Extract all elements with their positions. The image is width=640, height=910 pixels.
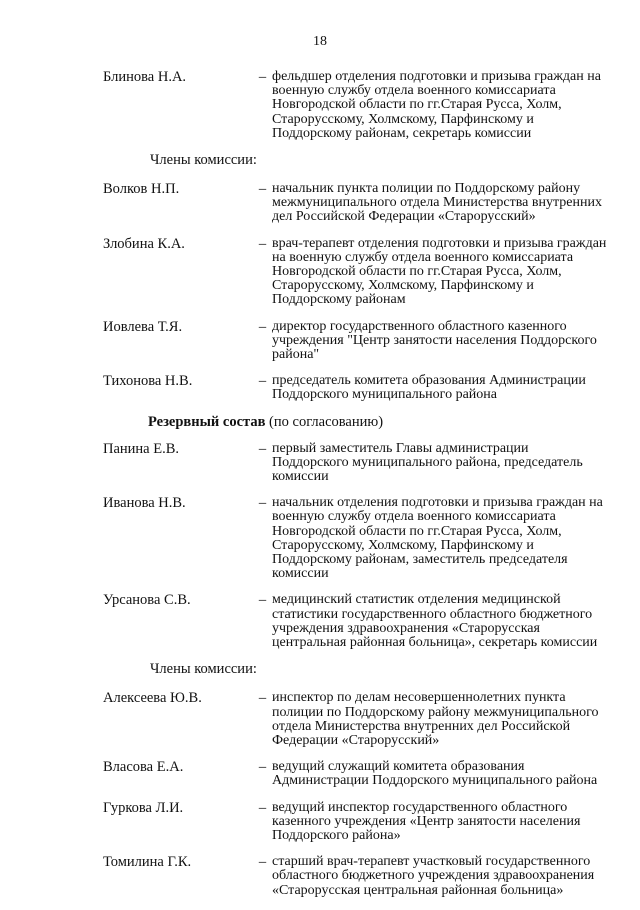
page-number: 18 [313,34,327,49]
dash: – [258,235,267,252]
list-item [0,593,640,650]
person-name: Алексеева Ю.В. [103,690,202,707]
person-name: Власова Е.А. [103,759,184,776]
dash: – [258,854,267,871]
person-role: ведущий инспектор государственного областного казенного учреждения «Центр занятости населения Поддорского района» [272,799,581,843]
dash: – [258,373,267,390]
list-item [0,855,640,898]
person-role: медицинский статистик отделения медицинской статистики государственного областного бюджетного учреждения здравоохранения «Старорусская центральная районная больница», секретарь комиссии [272,592,598,651]
members-label: Члены комиссии: [150,152,257,169]
dash: – [258,495,267,512]
person-role: начальник пункта полиции по Поддорскому району межмуниципального отдела Министерства внутренних дел Российской Федерации «Старорусский» [272,181,602,225]
list-item [0,320,640,363]
members-list [0,691,640,897]
person-name: Блинова Н.А. [103,69,187,85]
person-name: Урсанова С.В. [103,592,191,609]
reserve-list [0,442,640,651]
person-name: Гуркова Л.И. [103,799,184,816]
reserve-heading [0,415,640,430]
document-body [0,70,640,910]
person-role: старший врач-терапевт участковый государственного областного бюджетного учреждения здравоохранения «Старорусская центральная районная больница» [272,854,595,898]
members-label: Члены комиссии: [150,661,257,678]
person-name: Иванова Н.В. [103,495,186,512]
intro-list [0,70,640,141]
person-role: начальник отделения подготовки и призыва граждан на военную службу отдела военного комиссариата Новгородской области по гг.Старая Русса, Холм, Старорусскому, Холмскому, Парфинскому и Поддорскому районам, заместитель председателя комиссии [272,495,603,582]
dash: – [258,181,267,198]
members-list [0,182,640,403]
person-name: Тихонова Н.В. [103,373,193,390]
person-name: Волков Н.П. [103,181,180,198]
person-name: Иовлева Т.Я. [103,318,183,335]
dash: – [258,440,267,457]
person-role: ведущий служащий комитета образования Администрации Поддорского муниципального района [272,759,598,789]
list-item [0,801,640,844]
list-item [0,760,640,788]
list-item [0,496,640,581]
person-name: Панина Е.В. [103,440,180,457]
person-name: Томилина Г.К. [103,854,192,871]
list-item [0,70,640,141]
person-role: врач-терапевт отделения подготовки и призыва граждан на военную службу отдела военного комиссариата Новгородской области по гг.Старая Русса, Холм, Старорусскому, Холмскому, Парфинскому и Поддорскому районам [272,235,607,308]
dash: – [258,690,267,707]
person-role: директор государственного областного казенного учреждения "Центр занятости населения Поддорского района" [272,318,597,363]
reserve-note: (по согласованию) [265,413,384,430]
list-item [0,182,640,225]
person-role: фельдшер отделения подготовки и призыва граждан на военную службу отдела военного комиссариата Новгородской области по гг.Старая Русса, Холм, Старорусскому, Холмскому, Парфинскому и Поддорскому районам, секретарь комиссии [272,69,601,141]
dash: – [258,69,267,85]
list-item [0,374,640,402]
person-role: инспектор по делам несовершеннолетних пункта полиции по Поддорскому району межмуниципального отдела Министерства внутренних дел Российской Федерации «Старорусский» [272,690,599,748]
list-item [0,691,640,748]
list-item [0,442,640,485]
dash: – [258,318,267,335]
dash: – [258,759,267,776]
person-role: председатель комитета образования Администрации Поддорского муниципального района [272,373,586,403]
dash: – [258,799,267,816]
reserve-title: Резервный состав [148,413,266,430]
dash: – [258,592,267,609]
list-item [0,237,640,308]
person-name: Злобина К.А. [103,235,185,252]
person-role: первый заместитель Главы администрации Поддорского муниципального района, председатель комиссии [272,440,583,485]
